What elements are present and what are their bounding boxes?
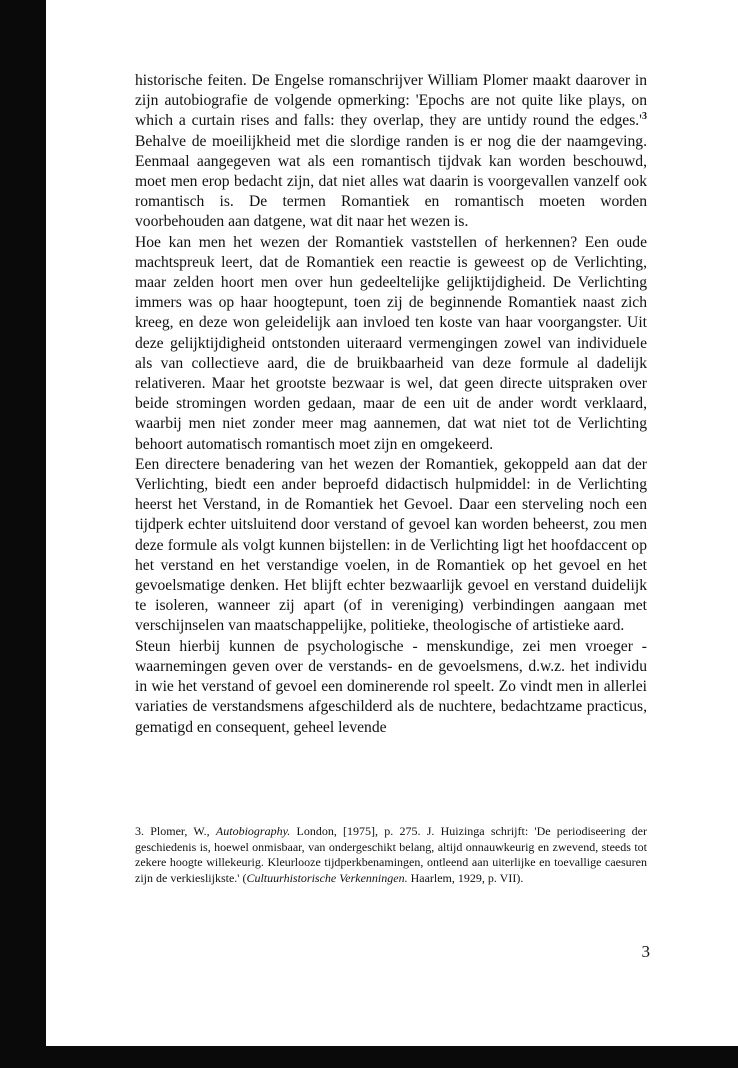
footnote-body: London, [1975], p. 275. J. Huizinga schrijft: 'De periodiseering der geschiedenis is, hoewel onmisbaar, van ondergeschikt belang, altijd onnauwkeurig en zwevend, steeds tot zekere hoogte willekeurig. Kleurlooze tijdperkbenamingen, ontleend aan uiterlijke en toevallige caesuren zijn de verkieslijkste.' (: [135, 824, 648, 885]
footnote-end: Haarlem, 1929, p. VII).: [407, 870, 524, 885]
footnote-title-autobiography: Autobiography.: [215, 824, 291, 838]
footnote-author: Plomer, W.,: [144, 824, 216, 838]
footnote-number: 3.: [135, 824, 144, 838]
paragraph-1-text-cont: Behalve de moeilijkheid met die slordige randen is er nog die der naamgeving. Eenmaal aangegeven wat als een romantisch tijdvak kan worden beschouwd, moet men erop bedacht zijn, dat niet alles wat daarin is voorgevallen vanzelf ook romantisch is. De termen Romantiek en romantisch moeten worden voorbehouden aan datgene, wat dit naar het wezen is.: [135, 132, 647, 231]
body-text: [135, 71, 647, 738]
footnote: [135, 824, 647, 886]
paragraph-2: Hoe kan men het wezen der Romantiek vaststellen of herkennen? Een oude machtspreuk leert, dat de Romantiek een reactie is geweest op de Verlichting, maar zelden hoort men over hun gedeeltelijke gelijktijdigheid. De Verlichting immers was op haar hoogtepunt, toen zij de beginnende Romantiek naast zich kreeg, en deze won geleidelijk aan invloed ten koste van haar voorgangster. Uit deze gelijktijdigheid ontstonden uiteraard vermengingen zowel van individuele als van collectieve aard, die de bruikbaarheid van deze formule al dadelijk relativeren. Maar het grootste bezwaar is wel, dat geen directe uitspraken over beide stromingen worden gedaan, maar de een uit de ander wordt verklaard, waarbij men niet zonder meer mag aannemen, dat wat niet tot de Verlichting behoort automatisch romantisch moet zijn en omgekeerd.: [135, 233, 647, 453]
paragraph-1-text: historische feiten. De Engelse romanschrijver William Plomer maakt daarover in zijn autobiografie de volgende opmerking: 'Epochs are not quite like plays, on which a curtain rises and falls: they overlap, they are untidy round the edges.': [135, 72, 647, 130]
scan-border-left: [0, 0, 46, 1068]
footnote-title-verkenningen: Cultuurhistorische Verkenningen.: [246, 870, 408, 885]
scan-border-bottom: [0, 1046, 738, 1068]
paragraph-3: Een directere benadering van het wezen der Romantiek, gekoppeld aan dat der Verlichting, biedt een ander beproefd didactisch hulpmiddel: in de Verlichting heerst het Verstand, in de Romantiek het Gevoel. Daar een sterveling noch een tijdperk echter uitsluitend door verstand of gevoel kan worden beheerst, zou men deze formule als volgt kunnen bijstellen: in de Verlichting ligt het hoofdaccent op het verstand en het verstandige voelen, in de Romantiek op het gevoel en het gevoelsmatige denken. Het blijft echter bezwaarlijk gevoel en verstand duidelijk te isoleren, wanneer zij apart (of in vereniging) verbindingen aangaan met verschijnselen van maatschappelijke, politieke, theologische of artistieke aard.: [135, 455, 647, 635]
footnote-marker: 3: [642, 111, 647, 123]
paragraph-4: Steun hierbij kunnen de psychologische - menskundige, zei men vroeger - waarnemingen geven over de verstands- en de gevoelsmens, d.w.z. het individu in wie het verstand of gevoel een dominerende rol speelt. Zo vindt men in allerlei variaties de verstandsmens afgeschilderd als de nuchtere, bedachtzame practicus, gematigd en consequent, geheel levende: [135, 637, 647, 736]
paragraph-1: [135, 71, 647, 233]
page-number: 3: [641, 942, 650, 961]
